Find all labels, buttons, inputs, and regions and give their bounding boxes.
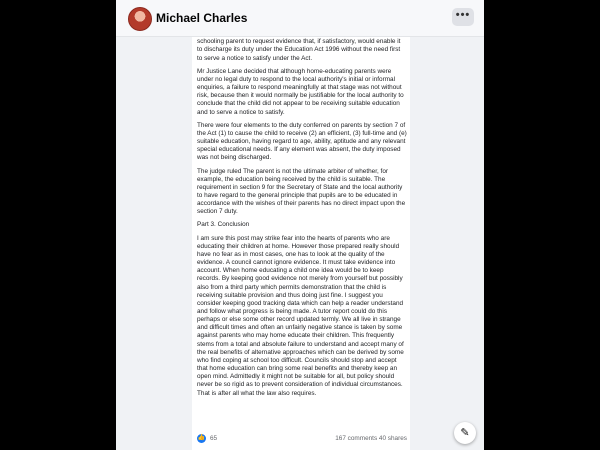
post-paragraph-5: I am sure this post may strike fear into the hearts of parents who are educating their children at home. However those prepared really should have no fear as in most cases, one has to look at the quality of the evidence. A council cannot ignore evidence. It must take evidence into account. When home educating a child one idea would be to keep records. By keeping good evidence not merely from yourself but possibly also from a third party which permits demonstration that the child is receiving suitable provision and thus doing just fine. I suggest you consider keeping good tracking data which can help a reader understand and follow what progress is being made. A tutor report could do this perhaps or else some other record updated termly. We all live in strange and difficult times and often an unfairly negative stance is taken by some against parents who may home educate their children. This frequently stems from a total and absolute failure to understand and accept many of the real benefits of alternative approaches which can be derived by some who find coping at school too difficult. Councils should stop and accept that home education can bring some real benefits and thereby keep an open mind. Admittedly it might not be suitable for all, but policy should never be so rigid as to prevent consideration of individual circumstances. That is after all what the law also requires. <box>197 234 404 397</box>
author-name[interactable]: Michael Charles <box>156 11 248 25</box>
comments-shares-count[interactable]: 167 comments 40 shares <box>335 435 407 442</box>
compose-icon[interactable]: ✎ <box>454 422 476 444</box>
reactions-bar <box>197 434 407 446</box>
post-paragraph-3: There were four elements to the duty conferred on parents by section 7 of the Act (1) to cause the child to receive (2) an efficient, (3) full-time and (e) suitable education, having regard to age, ability, aptitude and any relevant special educational needs. If any element was absent, the duty imposed was not being discharged. <box>197 121 407 162</box>
post-paragraph-2: Mr Justice Lane decided that although home-educating parents were under no legal duty to respond to the local authority's initial or informal enquiries, a failure to respond meaningfully at that stage was not without risk, because then it would normally be justifiable for the local authority to conclude that the child did not appear to be receiving suitable education and to serve a notice to satisfy. <box>197 67 404 116</box>
post-section-heading: Part 3. Conclusion <box>197 221 250 229</box>
post-card <box>192 0 410 450</box>
more-options-button[interactable]: ••• <box>452 8 474 26</box>
like-count[interactable]: 65 <box>210 435 218 442</box>
avatar[interactable] <box>128 7 152 31</box>
post-text <box>197 22 407 403</box>
post-paragraph-4: The judge ruled The parent is not the ultimate arbiter of whether, for example, the education being received by the child is suitable. The requirement in section 9 for the Secretary of State and the local authority to have regard to the general principle that pupils are to be educated in accordance with the wishes of their parents has no direct impact upon the section 7 duty. <box>197 167 406 216</box>
app-page <box>116 0 484 450</box>
thumbs-up-icon[interactable]: 👍 <box>197 435 206 441</box>
post-paragraph-1: schooling parent to request evidence that, if satisfactory, would enable it to discharge its duty under the Education Act 1996 without the need first to serve a notice to satisfy under the Act. <box>197 38 401 62</box>
top-bar <box>116 0 484 37</box>
